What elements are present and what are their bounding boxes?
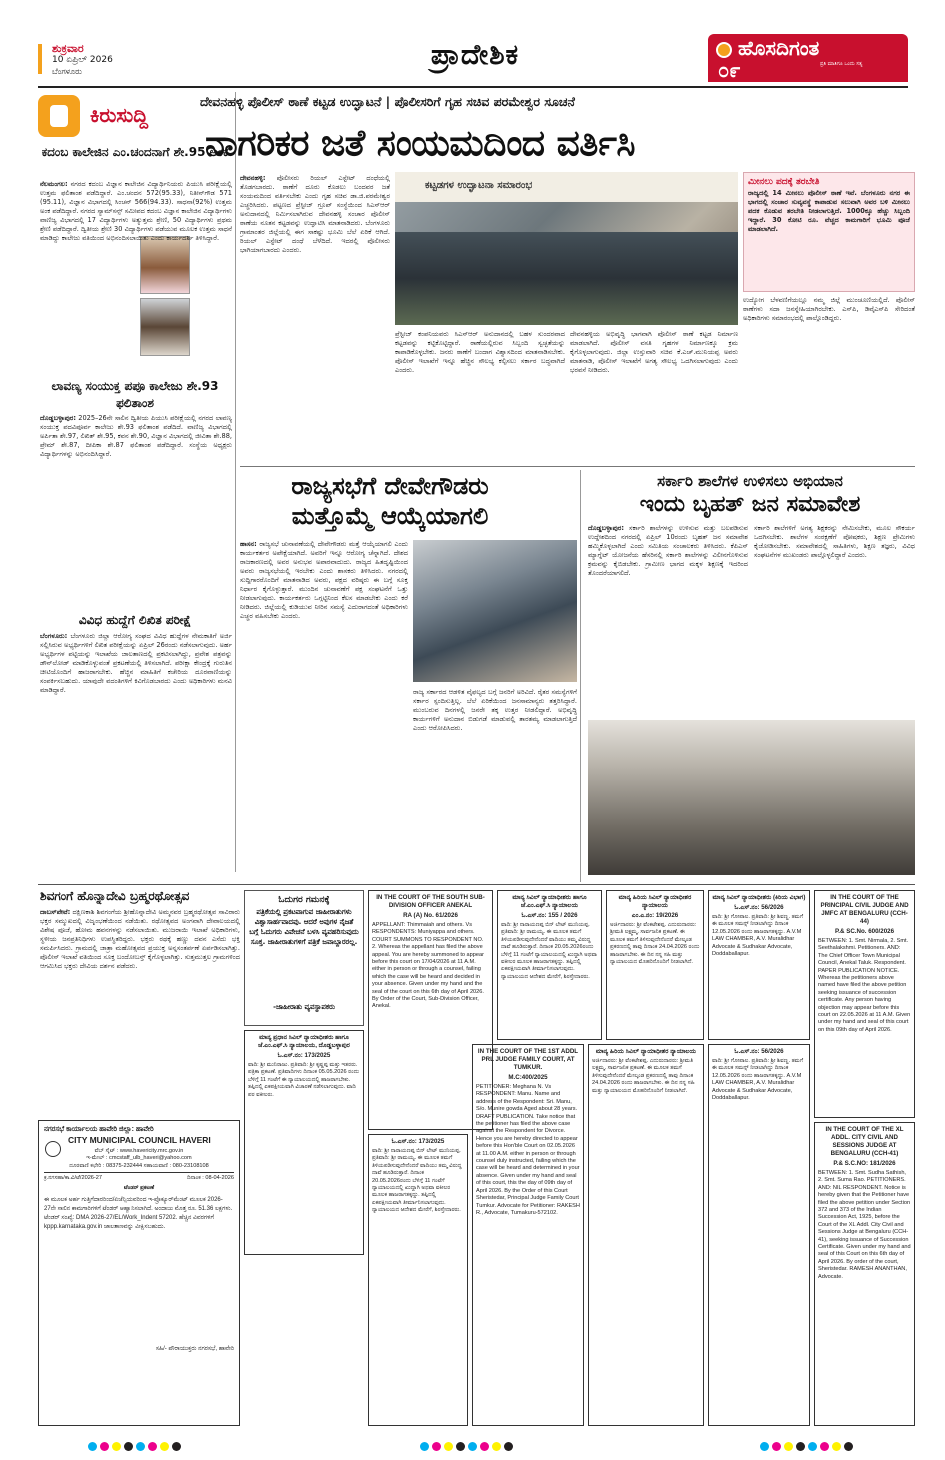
story3-col2 [754, 524, 915, 716]
registration-dot [420, 1442, 429, 1451]
brand-tagline: ಪ್ರತಿ ಮಾತಿಗೂ ಒಂದು ಸತ್ಯ [820, 61, 863, 67]
lead-dateline: ದೇವನಹಳ್ಳಿ: [240, 174, 266, 182]
day-label: ಶುಕ್ರವಾರ [52, 42, 84, 55]
kirusuddi-badge [38, 95, 193, 137]
story2-col2 [413, 688, 577, 882]
story3-headline-2: ಇಂದು ಬೃಹತ್ ಜನ ಸಮಾವೇಶ [639, 492, 861, 517]
ad-kannada-court-4 [244, 1030, 364, 1255]
brief3-text: ಬೆಂಗಳೂರು ಜಿಲ್ಲಾ ಆರೋಗ್ಯ ಸಂಘದ ವಿವಿಧ ಹುದ್ದೆಗಳ ನೇಮಕಾತಿಗೆ ಅರ್ಜಿ ಸಲ್ಲಿಸಿರುವ ಅಭ್ಯರ್ಥಿಗಳಿಗೆ ಲಿಖಿತ ಪರೀಕ್ಷೆಯನ್ನು ಏಪ್ರಿಲ್ 26ರಂದು ನಡೆಸಲಾಗುವುದು. ಅರ್ಹ ಅಭ್ಯರ್ಥಿಗಳ ಪಟ್ಟಿಯನ್ನು ಇಲಾಖೆಯ ಜಾಲತಾಣದಲ್ಲಿ ಪ್ರಕಟಿಸಲಾಗಿದ್ದು, ಪ್ರವೇಶ ಪತ್ರವನ್ನು ಡೌನ್‌ಲೋಡ್ ಮಾಡಿಕೊಳ್ಳುವಂತೆ ಪ್ರಕಟಣೆಯಲ್ಲಿ ತಿಳಿಸಲಾಗಿದೆ. ಪರೀಕ್ಷಾ ಕೇಂದ್ರಕ್ಕೆ ಗುರುತಿನ ಚೀಟಿಯೊಂದಿಗೆ ಹಾಜರಾಗಬೇಕು. ಹೆಚ್ಚಿನ ಮಾಹಿತಿಗೆ ಕಚೇರಿಯ ದೂರವಾಣಿಯನ್ನು ಸಂಪರ್ಕಿಸಬಹುದು. ಯಾವುದೇ ವದಂತಿಗಳಿಗೆ ಕಿವಿಗೊಡಬಾರದು ಎಂದು ಅಧಿಕಾರಿಗಳು ಮನವಿ ಮಾಡಿದ್ದಾರೆ. [40, 632, 232, 694]
story2-photo [413, 540, 577, 682]
registration-dot [444, 1442, 453, 1451]
section-title: ಪ್ರಾದೇಶಿಕ [430, 38, 520, 71]
registration-dot [468, 1442, 477, 1451]
lead-col3 [570, 330, 738, 464]
ad-body: ಅರ್ಜಿದಾರರು: ಶ್ರೀ ವೆಂಕಟೇಶಪ್ಪ. ಎದುರುದಾರರು: ಶ್ರೀಮತಿ ಲಕ್ಷ್ಮಮ್ಮ. ಸಾರ್ವಜನಿಕ ಪ್ರಕಟಣೆ. ಈ ಮೂಲಕ ತಮಗೆ ತಿಳಿಸುವುದೇನೆಂದರೆ ಮೇಲ್ಕಂಡ ಪ್ರಕರಣದಲ್ಲಿ ತಾವು ದಿನಾಂಕ 24.04.2026 ರಂದು ಹಾಜರಾಗಬೇಕು. ಈ ದಿನ ನನ್ನ ಸಹಿ ಮತ್ತು ನ್ಯಾಯಾಲಯದ ಮೊಹರಿನೊಂದಿಗೆ ನೀಡಲಾಗಿದೆ. [592, 1058, 695, 1094]
registration-dot [148, 1442, 157, 1451]
kirusuddi-label: ಕಿರುಸುದ್ದಿ [90, 103, 149, 127]
ad-haveri-tender [38, 1120, 240, 1426]
ad-sub: ಎಂ.ಎ.ನಂ: 19/2026 [631, 912, 679, 919]
ad-kannada-court-5 [588, 1044, 704, 1426]
brief3-dateline: ಬೆಂಗಳೂರು: [40, 632, 68, 640]
registration-dot [432, 1442, 441, 1451]
story3-photo [588, 720, 915, 875]
haveri-web: ವೆಬ್ ಸೈಟ್ : www.havericity.mrc.gov.in [94, 1147, 184, 1154]
registration-dot [480, 1442, 489, 1451]
brand-name: ಹೊಸದಿಗಂತ [738, 36, 820, 60]
ad-body: BETWEEN: 1. Smt. Sudha Sathish, 2. Smt. Suma Rao. PETITIONERS. AND: NIL RESPONDENT. Notice is hereby given that the Petitioner have filed the above petition under Section 372 and 373 of the Indian Succession Act, 1925, before the Court of the XL Addl. City Civil and Sessions Judge at Bengaluru (CCH-41), seeking issuance of Succession Certificate. Given under my hand and seal of this Court on this 6th day of April 2026. By order of the court, Sheristedar. RAMESH ANANTHAN, Advocate. [818, 1170, 911, 1280]
haveri-title-en: CITY MUNICIPAL COUNCIL HAVERI [68, 1135, 211, 1146]
ad-kannada-court-1 [497, 890, 602, 1040]
haveri-emblem-icon [45, 1141, 61, 1157]
registration-dot [504, 1442, 513, 1451]
lead-col1 [240, 174, 390, 464]
ad-sub: P.& SC.No. 600/2026 [834, 928, 895, 935]
ad-title: ಮಾನ್ಯ ಹಿರಿಯ ಸಿವಿಲ್ ನ್ಯಾಯಾಧೀಶರ ನ್ಯಾಯಾಲಯ [618, 894, 692, 909]
story3-headline-1: ಸರ್ಕಾರಿ ಶಾಲೆಗಳ ಉಳಿಸಲು ಅಭಿಯಾನ [657, 472, 843, 490]
registration-dot [796, 1442, 805, 1451]
registration-dot [832, 1442, 841, 1451]
readers-notice-title: ಓದುಗರ ಗಮನಕ್ಕೆ [278, 895, 330, 905]
ad-body: ವಾದಿ: ಶ್ರೀ ಮುನಿರಾಜು. ಪ್ರತಿವಾದಿ: ಶ್ರೀ ಕೃಷ್ಣಪ್ಪ ಮತ್ತು ಇತರರು. ಪತ್ರಿಕಾ ಪ್ರಕಟಣೆ. ಪ್ರತಿವಾದಿಗಳು ದಿನಾಂಕ 05.05.2026 ರಂದು ಬೆಳಿಗ್ಗೆ 11 ಗಂಟೆಗೆ ಈ ನ್ಯಾಯಾಲಯದಲ್ಲಿ ಹಾಜರಾಗಬೇಕು. ತಪ್ಪಿದಲ್ಲಿ ಏಕಪಕ್ಷೀಯವಾಗಿ ವಿಚಾರಣೆ ನಡೆಸಲಾಗುವುದು. ವಾದಿ ಪರ ವಕೀಲರು. [248, 1062, 360, 1098]
story2-text-2: ರಾಜ್ಯ ಸರ್ಕಾರದ ಆಡಳಿತ ವೈಫಲ್ಯದ ಬಗ್ಗೆ ಜನರಿಗೆ ಅರಿವಿದೆ. ರೈತರ ಸಮಸ್ಯೆಗಳಿಗೆ ಸರ್ಕಾರ ಸ್ಪಂದಿಸುತ್ತಿಲ್ಲ. ಬೆಲೆ ಏರಿಕೆಯಿಂದ ಜನಸಾಮಾನ್ಯರು ತತ್ತರಿಸಿದ್ದಾರೆ. ಮುಂಬರುವ ದಿನಗಳಲ್ಲಿ ಜನರೇ ತಕ್ಕ ಉತ್ತರ ನೀಡಲಿದ್ದಾರೆ. ಅಭಿವೃದ್ಧಿ ಕಾರ್ಯಗಳಿಗೆ ಅನುದಾನ ಬಿಡುಗಡೆ ಮಾಡುವಲ್ಲಿ ತಾರತಮ್ಯ ಮಾಡಲಾಗುತ್ತಿದೆ ಎಂದು ಆರೋಪಿಸಿದರು. [413, 688, 577, 732]
ad-doddaballapur-court [368, 1134, 468, 1426]
page-number: ೦೯ [718, 58, 741, 82]
registration-dot [124, 1442, 133, 1451]
lead-photo [395, 172, 738, 325]
ad-kannada-court-6 [708, 1044, 810, 1426]
ad-title: IN THE COURT OF THE XL ADDL. CITY CIVIL AND SESSIONS JUDGE AT BENGALURU (CCH-41) [825, 1126, 904, 1157]
brief1-headline: ಕದಂಬ ಕಾಲೇಜಿನ ಎಂ.ಚಂದನಾಗೆ ಶೇ.95 ಅಂಕ [41, 145, 229, 159]
ad-kannada-court-2 [606, 890, 704, 1040]
sidebox-title: ಮೀನಲು ಪದಕ್ಕೆ ತರಬೇತಿ [748, 177, 820, 187]
story3-text-2: ಸರ್ಕಾರಿ ಶಾಲೆಗಳಿಗೆ ಅಗತ್ಯ ಶಿಕ್ಷಕರನ್ನು ನೇಮಿಸಬೇಕು, ಮೂಲ ಸೌಕರ್ಯ ಒದಗಿಸಬೇಕು. ಶಾಲೆಗಳ ಸಂರಕ್ಷಣೆಗೆ ಪೋಷಕರು, ಶಿಕ್ಷಣ ಪ್ರೇಮಿಗಳು ಕೈಜೋಡಿಸಬೇಕು. ಸಮಾವೇಶದಲ್ಲಿ ಸಾಹಿತಿಗಳು, ಶಿಕ್ಷಣ ತಜ್ಞರು, ವಿವಿಧ ಸಂಘಟನೆಗಳ ಮುಖಂಡರು ಪಾಲ್ಗೊಳ್ಳಲಿದ್ದಾರೆ ಎಂದರು. [754, 524, 915, 559]
story4-body [40, 908, 240, 1116]
story4-text: ದಕ್ಷಿಣಕಾಶಿ ಶಿವಗಂಗೆಯ ಶ್ರೀಹೊನ್ನಾದೇವಿ ಅಮ್ಮನವರ ಬ್ರಹ್ಮರಥೋತ್ಸವ ಸಾವಿರಾರು ಭಕ್ತರ ಸಮ್ಮುಖದಲ್ಲಿ ವಿಜೃಂಭಣೆಯಿಂದ ನಡೆಯಿತು. ರಥೋತ್ಸವದ ಅಂಗವಾಗಿ ದೇವಾಲಯದಲ್ಲಿ ವಿಶೇಷ ಪೂಜೆ, ಹೋಮ ಹವನಗಳನ್ನು ನಡೆಸಲಾಯಿತು. ಮುಜರಾಯಿ ಇಲಾಖೆ ಅಧಿಕಾರಿಗಳು, ಸ್ಥಳೀಯ ಜನಪ್ರತಿನಿಧಿಗಳು ಉಪಸ್ಥಿತರಿದ್ದರು. ಭಕ್ತರು ರಥಕ್ಕೆ ಹಣ್ಣು ದವನ ಎಸೆದು ಭಕ್ತಿ ಸಮರ್ಪಿಸಿದರು. ಗ್ರಾಮದಲ್ಲಿ ಜಾತ್ರಾ ಮಹೋತ್ಸವದ ಪ್ರಯುಕ್ತ ಅನ್ನಸಂತರ್ಪಣೆ ಏರ್ಪಡಿಸಲಾಗಿತ್ತು. ಪೊಲೀಸ್ ಇಲಾಖೆ ವತಿಯಿಂದ ಸೂಕ್ತ ಬಂದೋಬಸ್ತ್ ಕೈಗೊಳ್ಳಲಾಗಿತ್ತು. ಸುತ್ತಮುತ್ತಲ ಗ್ರಾಮಗಳಿಂದ ಆಗಮಿಸಿದ ಭಕ್ತರು ದೇವಿಯ ದರ್ಶನ ಪಡೆದರು. [40, 908, 240, 970]
lead-col4 [743, 296, 915, 464]
ad-sub: RA (A) No. 61/2026 [403, 912, 458, 919]
story4-dateline: ದಾಬಸ್‌ಪೇಟೆ: [40, 908, 71, 916]
ad-body: PETITIONER: Meghana N. Vs RESPONDENT: Manu. Name and address of the Respondent: Sri. Manu, S/o. Munire gowda Aged about 28 years. DRAFT PUBLICATION. Take notice that the petitioner has filed the above case against the Respondent for Divorce. Hence you are hereby directed to appear before this Hon'ble Court on 02.05.2026 at 11.00 A.M. either in person or through counsel duly instructed, failing which the case will be heard and determined in your absence. Given under my hand and seal of this court, this the day of 09th day of April 2026. By the Order of this Court Sheristedar, Principal Judge Family Court Tumkur. Advocate for Petitioner: RAKESH R., Advocate, Tumakuru-572102. [476, 1084, 580, 1216]
brief2-headline: ಲಾವಣ್ಯ ಸಂಯುಕ್ತ ಪಪೂ ಕಾಲೇಜು ಶೇ.93 ಫಲಿತಾಂಶ [51, 379, 219, 410]
registration-dot [160, 1442, 169, 1451]
ad-title: ಮಾನ್ಯ ಸಿವಿಲ್ ನ್ಯಾಯಾಧೀಶರು ಹಾಗೂ ಜೆ.ಎಂ.ಎಫ್.ಸಿ ನ್ಯಾಯಾಲಯ [512, 894, 587, 909]
story2-col1 [240, 540, 408, 882]
readers-notice-sign: -ಜಾಹೀರಾತು ವ್ಯವಸ್ಥಾಪಕರು [273, 1003, 335, 1011]
lead-bottom-rule [240, 466, 915, 467]
ad-sub: ಓ.ಎಸ್.ನಂ: 155 / 2026 [521, 912, 578, 919]
ad-title: IN THE COURT OF THE SOUTH SUB-DIVISION OFFICER ANEKAL [376, 894, 485, 909]
registration-dot [112, 1442, 121, 1451]
registration-dot [100, 1442, 109, 1451]
ad-body: ವಾದಿ: ಶ್ರೀ ಗೋಪಾಲ. ಪ್ರತಿವಾದಿ: ಶ್ರೀ ಶಿವಣ್ಣ. ತಮಗೆ ಈ ಮೂಲಕ ಸಮನ್ಸ್ ನೀಡಲಾಗಿದ್ದು ದಿನಾಂಕ 12.05.2026 ರಂದು ಹಾಜರಾಗತಕ್ಕದ್ದು. A.V.M LAW CHAMBER, A.V. Muralidhar Advocate & Sudhakar Advocate, Doddaballapur. [712, 1058, 804, 1102]
lead-photo-caption: ಕಟ್ಟಡಗಳ ಉದ್ಘಾಟನಾ ಸಮಾರಂಭ [425, 180, 533, 191]
ad-title: ಮಾನ್ಯ ಸಿವಿಲ್ ನ್ಯಾಯಾಧೀಶರು (ಕಿರಿಯ ವಿಭಾಗ) [712, 894, 806, 901]
registration-dot [808, 1442, 817, 1451]
haveri-date: ದಿನಾಂಕ : 08-04-2026 [187, 1175, 234, 1182]
lead-col2 [395, 330, 565, 464]
registration-marks-right [760, 1436, 856, 1455]
story2-headline-2: ಮತ್ತೊಮ್ಮೆ ಆಯ್ಕೆಯಾಗಲಿ [291, 502, 489, 530]
brief1-body [40, 180, 232, 376]
ad-title: IN THE COURT OF THE PRINCIPAL CIVIL JUDGE AND JMFC AT BENGALURU (CCH-44) [820, 894, 909, 925]
ad-sub: ಓ.ಎಸ್.ನಂ: 56/2026 [734, 904, 784, 911]
brand-logo-icon [716, 42, 732, 58]
sidebox [743, 172, 915, 292]
readers-notice [244, 890, 364, 1026]
story4-headline: ಶಿವಗಂಗೆ ಹೊನ್ನಾದೇವಿ ಬ್ರಹ್ಮರಥೋತ್ಸವ [40, 889, 190, 903]
ad-title: ಓ.ಎಸ್.ನಂ: 173/2025 [391, 1138, 445, 1145]
registration-dot [172, 1442, 181, 1451]
ad-principal-civil-judge [814, 890, 915, 1118]
brief1-dateline: ನೆಲಮಂಗಲ: [40, 180, 68, 188]
brief2-dateline: ದೊಡ್ಡಬಳ್ಳಾಪುರ: [40, 414, 76, 422]
date-box [38, 42, 148, 80]
ad-body: ವಾದಿ: ಶ್ರೀ ನಾರಾಯಣಪ್ಪ ಬಿನ್ ಲೇಟ್ ಮುನಿಯಪ್ಪ. ಪ್ರತಿವಾದಿ: ಶ್ರೀ ರಾಮಯ್ಯ. ಈ ಮೂಲಕ ತಮಗೆ ತಿಳಿಯಪಡಿಸುವುದೇನೆಂದರೆ ವಾದಿಯು ತಮ್ಮ ವಿರುದ್ಧ ದಾವೆ ಹೂಡಿರುತ್ತಾರೆ. ದಿನಾಂಕ 20.05.2026ರಂದು ಬೆಳಿಗ್ಗೆ 11 ಗಂಟೆಗೆ ನ್ಯಾಯಾಲಯದಲ್ಲಿ ಖುದ್ದಾಗಿ ಅಥವಾ ವಕೀಲರ ಮೂಲಕ ಹಾಜರಾಗತಕ್ಕದ್ದು. ತಪ್ಪಿದಲ್ಲಿ ಏಕಪಕ್ಷೀಯವಾಗಿ ತೀರ್ಮಾನಿಸಲಾಗುವುದು. ನ್ಯಾಯಾಲಯದ ಆದೇಶದ ಮೇರೆಗೆ, ಶಿರಸ್ತೇದಾರರು. [372, 1148, 462, 1214]
registration-dot [492, 1442, 501, 1451]
ad-sub: ಓ.ಎಸ್.ನಂ: 173/2025 [277, 1052, 331, 1059]
brief3-headline: ವಿವಿಧ ಹುದ್ದೆಗೆ ಲಿಖಿತ ಪರೀಕ್ಷೆ [78, 613, 192, 627]
hand-shape [50, 105, 68, 127]
registration-dot [820, 1442, 829, 1451]
registration-dot [136, 1442, 145, 1451]
ad-xl-addl-city-civil [814, 1122, 915, 1426]
registration-dot [88, 1442, 97, 1451]
brief1-text: ನಗರದ ಕದಂಬ ವಿಜ್ಞಾನ ಕಾಲೇಜಿನ ವಿದ್ಯಾರ್ಥಿನಿಯರು ಪಿಯುಸಿ ಪರೀಕ್ಷೆಯಲ್ಲಿ ಉತ್ತಮ ಫಲಿತಾಂಶ ಪಡೆದಿದ್ದಾರೆ. ಎಂ.ಚಂದನ 572(95.33), ನಿತೀನ್‌ಗೌಡ 571 (95.11), ವಿಜ್ಞಾನ ವಿಭಾಗದಲ್ಲಿ ಸಿಂಚನ್ 566(94.33). ಸಾಧನಾ(92%) ಉತ್ತಮ ಅಂಕ ಪಡೆದಿದ್ದಾರೆ. ನಗರದ ಸ್ಯಾಮ್‌ಸನ್ಸ್ ಸಮೀಪದ ಕದಂಬ ವಿಜ್ಞಾನ ಕಾಲೇಜಿನ ವಿದ್ಯಾರ್ಥಿಗಳು ವಾಣಿಜ್ಯ ವಿಭಾಗದಲ್ಲಿ 17 ವಿದ್ಯಾರ್ಥಿಗಳು ಅತ್ಯುತ್ತಮ ಶ್ರೇಣಿ, 50 ವಿದ್ಯಾರ್ಥಿಗಳು ಪ್ರಥಮ ಶ್ರೇಣಿ ಪಡೆದಿದ್ದಾರೆ. ದ್ವಿತೀಯ ಶ್ರೇಣಿ 30 ವಿದ್ಯಾರ್ಥಿಗಳು ಪಡೆಯುವ ಮೂಲಕ ಉತ್ತಮ ಸಾಧನೆ ಮಾಡಿದ್ದು ಕಾಲೇಜು ವತಿಯಿಂದ ಅಭಿನಂದಿಸಲಾಯಿತು ಎಂದು ಕಾರ್ಯದರ್ಶಿ ತಿಳಿಸಿದ್ದಾರೆ. [40, 180, 232, 242]
haveri-title-kn: ನಗರಸಭೆ ಕಾರ್ಯಾಲಯ ಹಾವೇರಿ ಜಿಲ್ಲಾ: ಹಾವೇರಿ [44, 1126, 154, 1133]
sidebox-body: ರಾಜ್ಯದಲ್ಲಿ 14 ಮೀನಲು ಪೊಲೀಸ್ ಠಾಣೆ ಇವೆ. ಬೆಂಗಳೂರು ನಗರ ಈ ಭಾಗದಲ್ಲಿ ಸಂಚಾರ ಸುವ್ಯವಸ್ಥೆ ಕಾಪಾಡುವ ಸಲುವಾಗಿ ಅವರ ಬಳಿ ಮೀನಲು ಪದಕ ಕೊಡುವ ತರಬೇತಿ ನೀಡಲಾಗುತ್ತಿದೆ. 1000ಕ್ಕೂ ಹೆಚ್ಚು ಸಿಬ್ಬಂದಿ ಇದ್ದಾರೆ. 30 ಕೋಟಿ ರೂ. ವೆಚ್ಚದ ಕಾಮಗಾರಿಗೆ ಭೂಮಿ ಪೂಜೆ ಮಾಡಲಾಗಿದೆ. [748, 189, 910, 233]
story2-text: ರಾಜ್ಯಸಭೆ ಚುನಾವಣೆಯಲ್ಲಿ ದೇವೇಗೌಡರು ಮತ್ತೆ ಆಯ್ಕೆಯಾಗಲಿ ಎಂದು ಕಾರ್ಯಕರ್ತರ ಅಪೇಕ್ಷೆಯಾಗಿದೆ. ಅವರಿಗೆ ಇನ್ನೂ ಆರೋಗ್ಯ ಚೆನ್ನಾಗಿದೆ. ದೇಶದ ರಾಜಕಾರಣದಲ್ಲಿ ಅವರ ಅನುಭವ ಅಪಾರವಾದುದು. ರಾಜ್ಯದ ಹಿತದೃಷ್ಟಿಯಿಂದ ಅವರು ರಾಜ್ಯಸಭೆಯಲ್ಲಿ ಇರಬೇಕು ಎಂದು ಶಾಸಕರು ತಿಳಿಸಿದರು. ನಗರದಲ್ಲಿ ಸುದ್ದಿಗಾರರೊಂದಿಗೆ ಮಾತನಾಡಿದ ಅವರು, ಪಕ್ಷದ ವರಿಷ್ಠರು ಈ ಬಗ್ಗೆ ಸೂಕ್ತ ನಿರ್ಧಾರ ಕೈಗೊಳ್ಳುತ್ತಾರೆ. ಮುಂದಿನ ಚುನಾವಣೆಗೆ ಪಕ್ಷ ಸಂಘಟನೆಗೆ ಒತ್ತು ನೀಡಲಾಗುವುದು. ಕಾರ್ಯಕರ್ತರು ಒಗ್ಗಟ್ಟಿನಿಂದ ಕೆಲಸ ಮಾಡಬೇಕು ಎಂದು ಕರೆ ನೀಡಿದರು. ಜಿಲ್ಲೆಯಲ್ಲಿ ಕುಡಿಯುವ ನೀರಿನ ಸಮಸ್ಯೆ ಎದುರಾಗದಂತೆ ಅಧಿಕಾರಿಗಳು ಎಚ್ಚರ ವಹಿಸಬೇಕು ಎಂದರು. [240, 540, 408, 620]
lead-col4-text: ಉದ್ಯೋಗ ಬೆಳವಣಿಗೆಯಲ್ಲೂ ನಮ್ಮ ಜಿಲ್ಲೆ ಮುಂಚೂಣಿಯಲ್ಲಿದೆ. ಪೊಲೀಸ್ ಠಾಣೆಗಳು ಸದಾ ಜನಸ್ನೇಹಿಯಾಗಿರಬೇಕು. ಎಸ್‌ಪಿ, ಡಿವೈಎಸ್‌ಪಿ ಸೇರಿದಂತೆ ಅಧಿಕಾರಿಗಳು ಸಮಾರಂಭದಲ್ಲಿ ಪಾಲ್ಗೊಂಡಿದ್ದರು. [743, 296, 915, 322]
ad-sub: M.C:400/2025 [508, 1074, 548, 1081]
lead-col1-text: ಪೊಲೀಸರು ರಿಯಲ್ ಎಸ್ಟೇಟ್ ದಂಧೆಯಲ್ಲಿ ತೊಡಗಬಾರದು. ಠಾಣೆಗೆ ದೂರು ಕೊಡಲು ಬಂದವರ ಜತೆ ಸಂಯಮದಿಂದ ವರ್ತಿಸಬೇಕು ಎಂದು ಗೃಹ ಸಚಿವ ಡಾ.ಜಿ.ಪರಮೇಶ್ವರ ಎಚ್ಚರಿಸಿದರು. ಪಟ್ಟಣದ ಪ್ರೆಸ್ಟೀಜ್ ಗ್ರೂಪ್ ಸಂಸ್ಥೆಯಿಂದ ಸಿಎಸ್‌ಆರ್ ಅನುದಾನದಲ್ಲಿ ನಿರ್ಮಿಸಲಾಗಿರುವ ದೇವನಹಳ್ಳಿ ಸಂಚಾರ ಪೊಲೀಸ್ ಠಾಣೆಯ ನೂತನ ಕಟ್ಟಡವನ್ನು ಉದ್ಘಾಟಿಸಿ ಮಾತನಾಡಿದರು. ಬೆಂಗಳೂರು ಗ್ರಾಮಾಂತರ ಜಿಲ್ಲೆಯಲ್ಲಿ ಈಗ ಸಾಕಷ್ಟು ಭೂಮಿ ಬೆಲೆ ಏರಿಕೆ ಆಗಿದೆ. ರಿಯಲ್ ಎಸ್ಟೇಟ್ ದಂಧೆ ಬೆಳೆದಿದೆ. ಇದರಲ್ಲಿ ಪೊಲೀಸರು ಭಾಗಿಯಾಗಬಾರದು ಎಂದರು. [240, 174, 390, 254]
ad-sub: P.& S.C.NO: 181/2026 [833, 1160, 896, 1167]
registration-dot [456, 1442, 465, 1451]
haveri-email: ಇ-ಮೇಲ್ : cmcstaff_ulb_haveri@yahoo.com [86, 1155, 192, 1162]
registration-dot [760, 1442, 769, 1451]
story2-headline-1: ರಾಜ್ಯಸಭೆಗೆ ದೇವೇಗೌಡರು [291, 472, 489, 500]
ad-body: APPELLANT: Thimmaiah and others. Vs RESPONDENTS: Muniyappa and others. COURT SUMMONS TO RESPONDENT NO. 2. Whereas the appellant has filed the above appeal. You are hereby summoned to appear before this court on 17/04/2026 at 11 A.M. either in person or through a counsel, failing which the case will be heard and decided in your absence. Given under my hand and the seal of the court on this 6th day of April 2026. By Order of the Court, Sub-Division Officer, Anekal. [372, 922, 484, 1010]
ad-title: IN THE COURT OF THE 1ST ADDL PRL JUDGE FAMILY COURT, AT TUMKUR. [477, 1048, 579, 1071]
masthead-rule [38, 86, 908, 88]
haveri-ref-row [44, 1175, 234, 1182]
lead-headline: ನಾಗರಿಕರ ಜತೆ ಸಂಯಮದಿಂದ ವರ್ತಿಸಿ [205, 123, 636, 164]
story3-col1 [588, 524, 748, 716]
brief3-body [40, 632, 232, 872]
registration-marks-left [88, 1436, 184, 1455]
registration-marks-mid [420, 1436, 516, 1455]
lead-col2-text: ಪ್ರೆಸ್ಟೀಜ್ ಕಂಪನಿಯವರು ಸಿಎಸ್‌ಆರ್ ಅನುದಾನದಲ್ಲಿ ಬಹಳ ಸುಂದರವಾದ ಕಟ್ಟಡವನ್ನು ಕಟ್ಟಿಕೊಟ್ಟಿದ್ದಾರೆ. ಠಾಣೆಯಲ್ಲಿರುವ ಸಿಬ್ಬಂದಿ ಸ್ವಚ್ಛತೆಯನ್ನು ಕಾಪಾಡಿಕೊಳ್ಳಬೇಕು. ಜನರು ಠಾಣೆಗೆ ಬಂದಾಗ ವಿಶ್ವಾಸದಿಂದ ಮಾತನಾಡಿಸಬೇಕು. ಪೊಲೀಸ್ ಇಲಾಖೆಗೆ ಇನ್ನೂ ಹೆಚ್ಚಿನ ಸೌಲಭ್ಯ ಕಲ್ಪಿಸಲು ಸರ್ಕಾರ ಬದ್ಧವಾಗಿದೆ ಎಂದರು. [395, 330, 565, 374]
ad-body: BETWEEN: 1. Smt. Nirmala, 2. Smt. Seethalakshmi. Petitioners. AND: The Chief Officer Town Municipal Council, Anekal Taluk. Respondent. PAPER PUBLICATION NOTICE. Whereas the petitioners above named have filed the above petition seeking issuance of succession certificate. Any person having objection may appear before this court on 22.05.2026 at 11 A.M. Given under my hand and seal of this court on this 09th day of April 2026. [818, 938, 911, 1033]
ad-title: ಮಾನ್ಯ ಹಿರಿಯ ಸಿವಿಲ್ ನ್ಯಾಯಾಧೀಶರ ನ್ಯಾಯಾಲಯ [595, 1048, 697, 1055]
registration-dot [772, 1442, 781, 1451]
upper-bottom-rule [38, 884, 915, 885]
ad-body: ವಾದಿ: ಶ್ರೀ ನಾರಾಯಣಪ್ಪ ಬಿನ್ ಲೇಟ್ ಮುನಿಯಪ್ಪ. ಪ್ರತಿವಾದಿ: ಶ್ರೀ ರಾಮಯ್ಯ. ಈ ಮೂಲಕ ತಮಗೆ ತಿಳಿಯಪಡಿಸುವುದೇನೆಂದರೆ ವಾದಿಯು ತಮ್ಮ ವಿರುದ್ಧ ದಾವೆ ಹೂಡಿರುತ್ತಾರೆ. ದಿನಾಂಕ 20.05.2026ರಂದು ಬೆಳಿಗ್ಗೆ 11 ಗಂಟೆಗೆ ನ್ಯಾಯಾಲಯದಲ್ಲಿ ಖುದ್ದಾಗಿ ಅಥವಾ ವಕೀಲರ ಮೂಲಕ ಹಾಜರಾಗತಕ್ಕದ್ದು. ತಪ್ಪಿದಲ್ಲಿ ಏಕಪಕ್ಷೀಯವಾಗಿ ತೀರ್ಮಾನಿಸಲಾಗುವುದು. ನ್ಯಾಯಾಲಯದ ಆದೇಶದ ಮೇರೆಗೆ, ಶಿರಸ್ತೇದಾರರು. [501, 922, 598, 980]
city-label: ಬೆಂಗಳೂರು [52, 67, 82, 76]
lead-kicker: ದೇವನಹಳ್ಳಿ ಪೊಲೀಸ್ ಠಾಣೆ ಕಟ್ಟಡ ಉದ್ಘಾಟನೆ | ಪೊಲೀಸರಿಗೆ ಗೃಹ ಸಚಿವ ಪರಮೇಶ್ವರ ಸೂಚನೆ [200, 94, 575, 109]
lead-photo-crowd [395, 232, 738, 325]
haveri-sub: ಟೆಂಡರ್ ಪ್ರಕಟಣೆ [123, 1185, 155, 1192]
story2-divider [580, 470, 581, 882]
story3-text: ಸರ್ಕಾರಿ ಶಾಲೆಗಳನ್ನು ಉಳಿಸುವ ಮತ್ತು ಬಲಪಡಿಸುವ ಉದ್ದೇಶದಿಂದ ನಗರದಲ್ಲಿ ಏಪ್ರಿಲ್ 10ರಂದು ಬೃಹತ್ ಜನ ಸಮಾವೇಶ ಹಮ್ಮಿಕೊಳ್ಳಲಾಗಿದೆ ಎಂದು ಸಮಿತಿಯ ಸಂಚಾಲಕರು ತಿಳಿಸಿದರು. ಕೆಪಿಎಸ್ ಮ್ಯಾಗ್ನೆಟ್ ಯೋಜನೆಯ ಹೆಸರಿನಲ್ಲಿ ಸರ್ಕಾರಿ ಶಾಲೆಗಳನ್ನು ವಿಲೀನಗೊಳಿಸುವ ಕ್ರಮವನ್ನು ಕೈಬಿಡಬೇಕು. ಗ್ರಾಮೀಣ ಭಾಗದ ಮಕ್ಕಳ ಶಿಕ್ಷಣಕ್ಕೆ ಇದರಿಂದ ತೊಂದರೆಯಾಗಲಿದೆ. [588, 524, 748, 577]
ad-body: ವಾದಿ: ಶ್ರೀ ಗೋಪಾಲ. ಪ್ರತಿವಾದಿ: ಶ್ರೀ ಶಿವಣ್ಣ. ತಮಗೆ ಈ ಮೂಲಕ ಸಮನ್ಸ್ ನೀಡಲಾಗಿದ್ದು ದಿನಾಂಕ 12.05.2026 ರಂದು ಹಾಜರಾಗತಕ್ಕದ್ದು. A.V.M LAW CHAMBER, A.V. Muralidhar Advocate & Sudhakar Advocate, Doddaballapur. [712, 914, 804, 958]
ad-family-court-tumkur [472, 1044, 584, 1426]
registration-dot [844, 1442, 853, 1451]
haveri-sign: ಸಹಿ/- ಪೌರಾಯುಕ್ತರು ನಗರಸಭೆ, ಹಾವೇರಿ [155, 1345, 234, 1352]
ad-kannada-court-3 [708, 890, 810, 1040]
readers-notice-body: ಪತ್ರಿಕೆಯಲ್ಲಿ ಪ್ರಕಟವಾಗುವ ಜಾಹೀರಾತುಗಳು ವಿಶ್ವಾಸಾರ್ಹವಾದವು. ಆದರೆ ಅವುಗಳ ನೈಜತೆ ಬಗ್ಗೆ ಓದುಗರು ವಿವೇಚನೆ ಬಳಸಿ ವ್ಯವಹರಿಸುವುದು ಸೂಕ್ತ. ಜಾಹೀರಾತುಗಳಿಗೆ ಪತ್ರಿಕೆ ಜವಾಬ್ದಾರರಲ್ಲ. [249, 908, 359, 946]
ad-title: ಓ.ಎಸ್.ನಂ: 56/2026 [734, 1048, 784, 1055]
ad-title: ಮಾನ್ಯ ಪ್ರಧಾನ ಸಿವಿಲ್ ನ್ಯಾಯಾಧೀಶರು ಹಾಗೂ ಜೆ.ಎಂ.ಎಫ್.ಸಿ ನ್ಯಾಯಾಲಯ, ದೊಡ್ಡಬಳ್ಳಾಪುರ [258, 1034, 350, 1049]
story2-dateline: ಹಾಸನ: [240, 540, 257, 548]
brand-box [708, 34, 908, 82]
accent-bar [38, 44, 42, 74]
haveri-phone: ದೂರವಾಣಿ ಕಛೇರಿ : 08375-232444 ಸಹಾಯವಾಣಿ : 080-23108108 [44, 1163, 234, 1173]
haveri-ref: ಕ್ರ.ನಗಸಹಾ/ಕಾ.ವಿ/ಟೆ/2026-27 [44, 1175, 102, 1182]
date-label: 10 ಏಪ್ರಿಲ್ 2026 [52, 55, 113, 65]
story3-dateline: ದೊಡ್ಡಬಳ್ಳಾಪುರ: [588, 524, 624, 532]
registration-dot [784, 1442, 793, 1451]
brief2-text: 2025–26ನೇ ಸಾಲಿನ ದ್ವಿತೀಯ ಪಿಯುಸಿ ಪರೀಕ್ಷೆಯಲ್ಲಿ ನಗರದ ಲಾವಣ್ಯ ಸಂಯುಕ್ತ ಪದವಿಪೂರ್ವ ಕಾಲೇಜು ಶೇ.93 ಫಲಿತಾಂಶ ಪಡೆದಿದೆ. ವಾಣಿಜ್ಯ ವಿಭಾಗದಲ್ಲಿ ಅರ್ಪಿತಾ ಶೇ.97, ಲಿಖಿತ್ ಶೇ.95, ಕವನ ಶೇ.90, ವಿಜ್ಞಾನ ವಿಭಾಗದಲ್ಲಿ ಜೀವಿತಾ ಶೇ.88, ಪ್ರೇಮ್ ಶೇ.87, ದೀಪಿಕಾ ಶೇ.87 ಫಲಿತಾಂಶ ಪಡೆದಿದ್ದಾರೆ. ಸಂಸ್ಥೆಯ ಅಧ್ಯಕ್ಷರು ವಿದ್ಯಾರ್ಥಿಗಳನ್ನು ಅಭಿನಂದಿಸಿದ್ದಾರೆ. [40, 414, 232, 458]
lead-col3-text: ದೇವನಹಳ್ಳಿಯ ಅಭಿವೃದ್ಧಿ ಭಾಗವಾಗಿ ಪೊಲೀಸ್ ಠಾಣೆ ಕಟ್ಟಡ ನಿರ್ಮಾಣ ಮಾಡಲಾಗಿದೆ. ಪೊಲೀಸ್ ವಸತಿ ಗೃಹಗಳ ನಿರ್ಮಾಣಕ್ಕೂ ಕ್ರಮ ಕೈಗೊಳ್ಳಲಾಗುವುದು. ಜಿಲ್ಲಾ ಉಸ್ತುವಾರಿ ಸಚಿವ ಕೆ.ಎಚ್.ಮುನಿಯಪ್ಪ ಅವರು ಮಾತನಾಡಿ, ಪೊಲೀಸ್ ಇಲಾಖೆಗೆ ಅಗತ್ಯ ಸೌಲಭ್ಯ ಒದಗಿಸಲಾಗುವುದು ಎಂದು ಭರವಸೆ ನೀಡಿದರು. [570, 330, 738, 374]
haveri-body: ಈ ಮೂಲಕ ಅರ್ಹ ಗುತ್ತಿಗೆದಾರರಿಂದ/ಏಜೆನ್ಸಿಯವರಿಂದ ಇ-ಪ್ರೊಕ್ಯೂರ್‌ಮೆಂಟ್ ಮೂಲಕ 2026-27ನೇ ಸಾಲಿನ ಕಾಮಗಾರಿಗಳಿಗೆ ಟೆಂಡರ್ ಆಹ್ವಾನಿಸಲಾಗಿದೆ. ಅಂದಾಜು ಮೊತ್ತ ರೂ. 51.36 ಲಕ್ಷಗಳು. ಟೆಂಡರ್ ಸಂಖ್ಯೆ: DMA 2026-27/EL/Work_Indent 57202. ಹೆಚ್ಚಿನ ವಿವರಗಳಿಗೆ kppp.karnataka.gov.in ಜಾಲತಾಣವನ್ನು ವೀಕ್ಷಿಸಬಹುದು. [44, 1196, 233, 1230]
ad-body: ಅರ್ಜಿದಾರರು: ಶ್ರೀ ವೆಂಕಟೇಶಪ್ಪ. ಎದುರುದಾರರು: ಶ್ರೀಮತಿ ಲಕ್ಷ್ಮಮ್ಮ. ಸಾರ್ವಜನಿಕ ಪ್ರಕಟಣೆ. ಈ ಮೂಲಕ ತಮಗೆ ತಿಳಿಸುವುದೇನೆಂದರೆ ಮೇಲ್ಕಂಡ ಪ್ರಕರಣದಲ್ಲಿ ತಾವು ದಿನಾಂಕ 24.04.2026 ರಂದು ಹಾಜರಾಗಬೇಕು. ಈ ದಿನ ನನ್ನ ಸಹಿ ಮತ್ತು ನ್ಯಾಯಾಲಯದ ಮೊಹರಿನೊಂದಿಗೆ ನೀಡಲಾಗಿದೆ. [610, 922, 700, 966]
brief2-body [40, 414, 232, 604]
